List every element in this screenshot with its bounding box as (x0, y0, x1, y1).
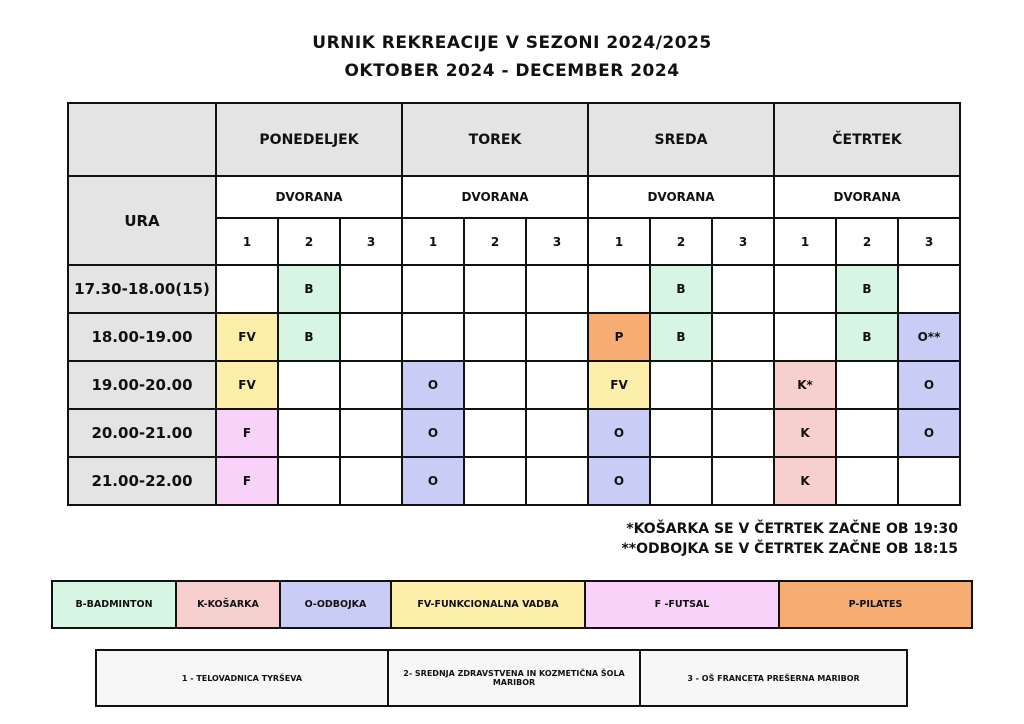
empty-cell (340, 265, 402, 313)
hall-legend (95, 649, 908, 707)
activity-cell: O (402, 409, 464, 457)
empty-cell (526, 265, 588, 313)
hall-number: 1 (216, 218, 278, 265)
legend-item-pilates: P-PILATES (780, 582, 971, 627)
empty-cell (278, 457, 340, 505)
empty-cell (402, 313, 464, 361)
activity-cell: K (774, 457, 836, 505)
activity-cell: O (898, 361, 960, 409)
empty-cell (898, 457, 960, 505)
table-row (68, 457, 960, 505)
activity-cell: F (216, 409, 278, 457)
time-slot: 20.00-21.00 (68, 409, 216, 457)
time-slot: 19.00-20.00 (68, 361, 216, 409)
day-header: TOREK (402, 103, 588, 176)
empty-cell (340, 409, 402, 457)
hall-number: 1 (588, 218, 650, 265)
hall-number: 3 (712, 218, 774, 265)
activity-cell: B (836, 313, 898, 361)
activity-cell: K (774, 409, 836, 457)
hall-number: 1 (402, 218, 464, 265)
empty-cell (464, 361, 526, 409)
activity-cell: B (836, 265, 898, 313)
empty-cell (712, 361, 774, 409)
activity-cell: FV (588, 361, 650, 409)
activity-cell: O (898, 409, 960, 457)
footnote-basketball: *KOŠARKA SE V ČETRTEK ZAČNE OB 19:30 (626, 521, 958, 537)
empty-cell (836, 457, 898, 505)
activity-cell: B (278, 313, 340, 361)
activity-cell: O** (898, 313, 960, 361)
time-slot: 17.30-18.00(15) (68, 265, 216, 313)
empty-cell (464, 409, 526, 457)
activity-cell: K* (774, 361, 836, 409)
empty-cell (774, 313, 836, 361)
corner-cell (68, 103, 216, 176)
empty-cell (340, 457, 402, 505)
empty-cell (464, 265, 526, 313)
activity-cell: FV (216, 313, 278, 361)
empty-cell (402, 265, 464, 313)
empty-cell (712, 409, 774, 457)
empty-cell (712, 265, 774, 313)
activity-cell: O (402, 361, 464, 409)
empty-cell (526, 457, 588, 505)
legend-item-kosarka: K-KOŠARKA (177, 582, 281, 627)
activity-cell: P (588, 313, 650, 361)
activity-cell: B (650, 265, 712, 313)
empty-cell (340, 313, 402, 361)
day-header: ČETRTEK (774, 103, 960, 176)
time-slot: 21.00-22.00 (68, 457, 216, 505)
activity-cell: B (278, 265, 340, 313)
time-slot: 18.00-19.00 (68, 313, 216, 361)
day-header: SREDA (588, 103, 774, 176)
empty-cell (526, 409, 588, 457)
empty-cell (278, 361, 340, 409)
empty-cell (650, 457, 712, 505)
empty-cell (588, 265, 650, 313)
activity-legend (51, 580, 973, 629)
empty-cell (650, 409, 712, 457)
empty-cell (464, 457, 526, 505)
empty-cell (340, 361, 402, 409)
activity-cell: O (588, 409, 650, 457)
activity-cell: FV (216, 361, 278, 409)
hall-item-2: 2- SREDNJA ZDRAVSTVENA IN KOZMETIČNA ŠOLA MARIBOR (389, 651, 641, 705)
day-header: PONEDELJEK (216, 103, 402, 176)
time-column-header: URA (68, 176, 216, 265)
hall-header: DVORANA (774, 176, 960, 218)
hall-number: 2 (464, 218, 526, 265)
table-row (68, 265, 960, 313)
hall-number: 3 (898, 218, 960, 265)
legend-item-odbojka: O-ODBOJKA (281, 582, 392, 627)
empty-cell (216, 265, 278, 313)
page-title: URNIK REKREACIJE V SEZONI 2024/2025 (312, 33, 712, 53)
hall-header: DVORANA (402, 176, 588, 218)
empty-cell (898, 265, 960, 313)
hall-number: 1 (774, 218, 836, 265)
empty-cell (712, 313, 774, 361)
empty-cell (650, 361, 712, 409)
hall-number: 2 (278, 218, 340, 265)
legend-item-funkcionalna-vadba: FV-FUNKCIONALNA VADBA (392, 582, 586, 627)
hall-header: DVORANA (588, 176, 774, 218)
empty-cell (836, 361, 898, 409)
hall-number: 2 (836, 218, 898, 265)
activity-cell: O (588, 457, 650, 505)
empty-cell (712, 457, 774, 505)
footnote-volleyball: **ODBOJKA SE V ČETRTEK ZAČNE OB 18:15 (621, 541, 958, 557)
hall-item-1: 1 - TELOVADNICA TYRŠEVA (97, 651, 389, 705)
hall-number: 3 (526, 218, 588, 265)
empty-cell (526, 361, 588, 409)
legend-item-badminton: B-BADMINTON (53, 582, 177, 627)
activity-cell: O (402, 457, 464, 505)
activity-cell: B (650, 313, 712, 361)
empty-cell (278, 409, 340, 457)
schedule-table (67, 102, 961, 506)
empty-cell (774, 265, 836, 313)
table-row (68, 361, 960, 409)
activity-cell: F (216, 457, 278, 505)
hall-item-3: 3 - OŠ FRANCETA PREŠERNA MARIBOR (687, 673, 860, 683)
hall-number: 2 (650, 218, 712, 265)
table-row (68, 313, 960, 361)
empty-cell (526, 313, 588, 361)
legend-item-futsal: F -FUTSAL (586, 582, 780, 627)
empty-cell (464, 313, 526, 361)
hall-header: DVORANA (216, 176, 402, 218)
table-row (68, 409, 960, 457)
empty-cell (836, 409, 898, 457)
page-subtitle: OKTOBER 2024 - DECEMBER 2024 (344, 61, 680, 81)
hall-number: 3 (340, 218, 402, 265)
